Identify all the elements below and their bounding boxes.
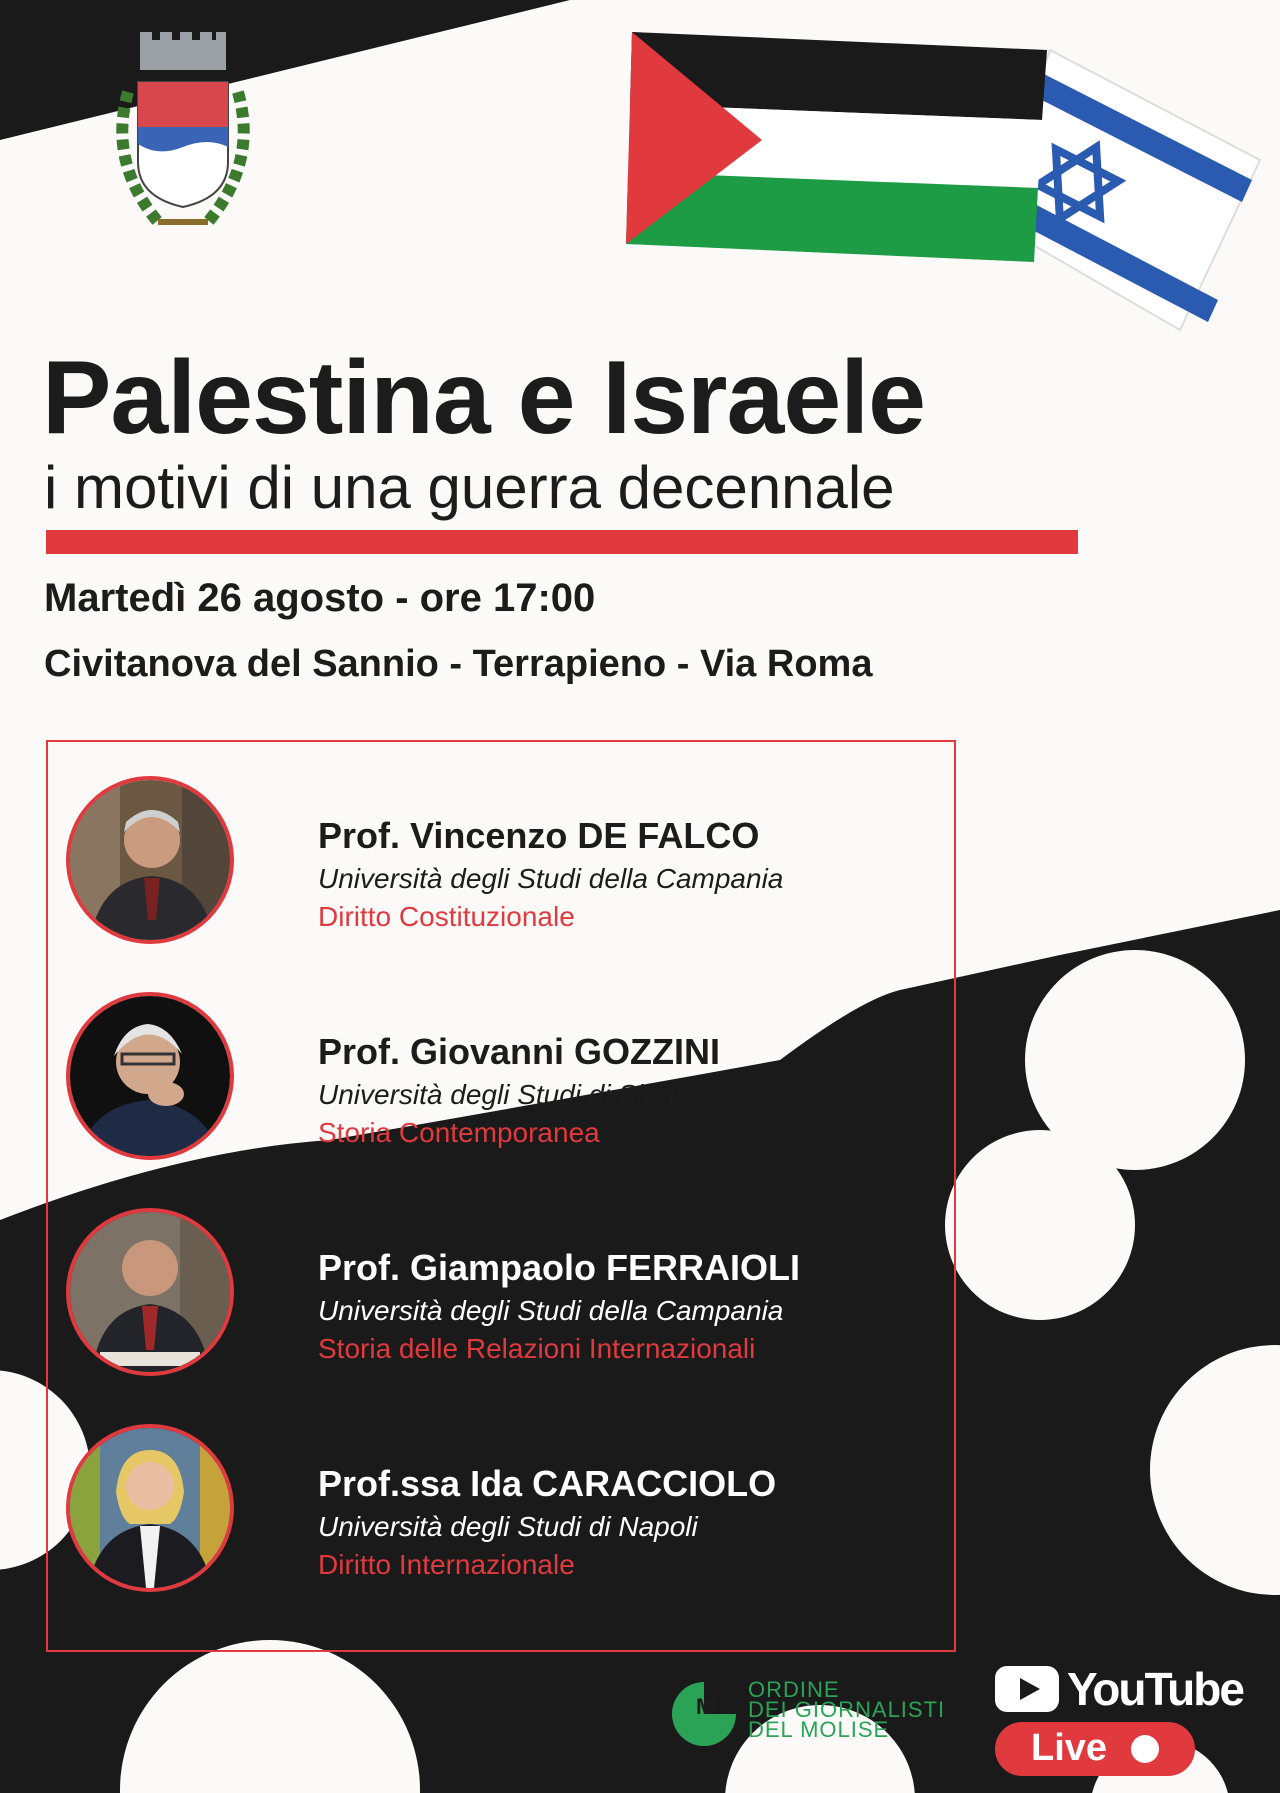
event-date-time: Martedì 26 agosto - ore 17:00: [44, 576, 596, 620]
coat-of-arms-icon: [98, 32, 268, 252]
speaker-info: [318, 1246, 800, 1368]
event-venue: Civitanova del Sannio - Terrapieno - Via Roma: [44, 643, 873, 685]
speaker-university: Università degli Studi di Napoli: [318, 1511, 698, 1542]
speaker-university: Università degli Studi della Campania: [318, 1295, 784, 1326]
speaker-name: Prof.ssa Ida CARACCIOLO: [318, 1463, 777, 1504]
live-pill: [995, 1722, 1195, 1776]
live-dot-icon: [1131, 1735, 1159, 1763]
organizer-name: [748, 1677, 946, 1742]
organizer-logo: [668, 1674, 958, 1754]
speaker-field: Storia delle Relazioni Internazionali: [318, 1333, 756, 1364]
speaker-photo: [66, 1424, 234, 1592]
speaker-photo: [66, 992, 234, 1160]
odg-logo-icon: [668, 1678, 740, 1748]
speaker-field: Diritto Costituzionale: [318, 901, 575, 932]
speaker-field: Storia Contemporanea: [318, 1117, 600, 1148]
speaker-university: Università degli Studi della Campania: [318, 863, 784, 894]
title-underline: [46, 530, 1078, 554]
speaker-info: [318, 814, 783, 936]
speaker-info: [318, 1030, 720, 1152]
speaker-name: Prof. Giovanni GOZZINI: [318, 1031, 721, 1072]
speaker-field: Diritto Internazionale: [318, 1549, 575, 1580]
speaker-university: Università degli Studi di Siena: [318, 1079, 690, 1110]
live-label: Live: [1031, 1727, 1108, 1769]
speaker-info: [318, 1462, 776, 1584]
youtube-live-badge: [995, 1662, 1243, 1782]
youtube-wordmark: YouTube: [1067, 1663, 1243, 1715]
organizer-line: DEI GIORNALISTI: [748, 1697, 946, 1722]
speakers-panel: [46, 740, 956, 1652]
organizer-line: ORDINE: [748, 1677, 840, 1702]
organizer-line: DEL MOLISE: [748, 1717, 890, 1742]
page-title: Palestina e Israele: [42, 340, 925, 456]
odg-logo-letters: M: [696, 1694, 715, 1719]
speaker-photo: [66, 776, 234, 944]
page-subtitle: i motivi di una guerra decennale: [44, 454, 895, 521]
speaker-name: Prof. Giampaolo FERRAIOLI: [318, 1247, 801, 1288]
palestine-flag-icon: [622, 32, 1052, 264]
speaker-name: Prof. Vincenzo DE FALCO: [318, 815, 760, 856]
youtube-play-icon: [995, 1666, 1059, 1712]
speaker-photo: [66, 1208, 234, 1376]
